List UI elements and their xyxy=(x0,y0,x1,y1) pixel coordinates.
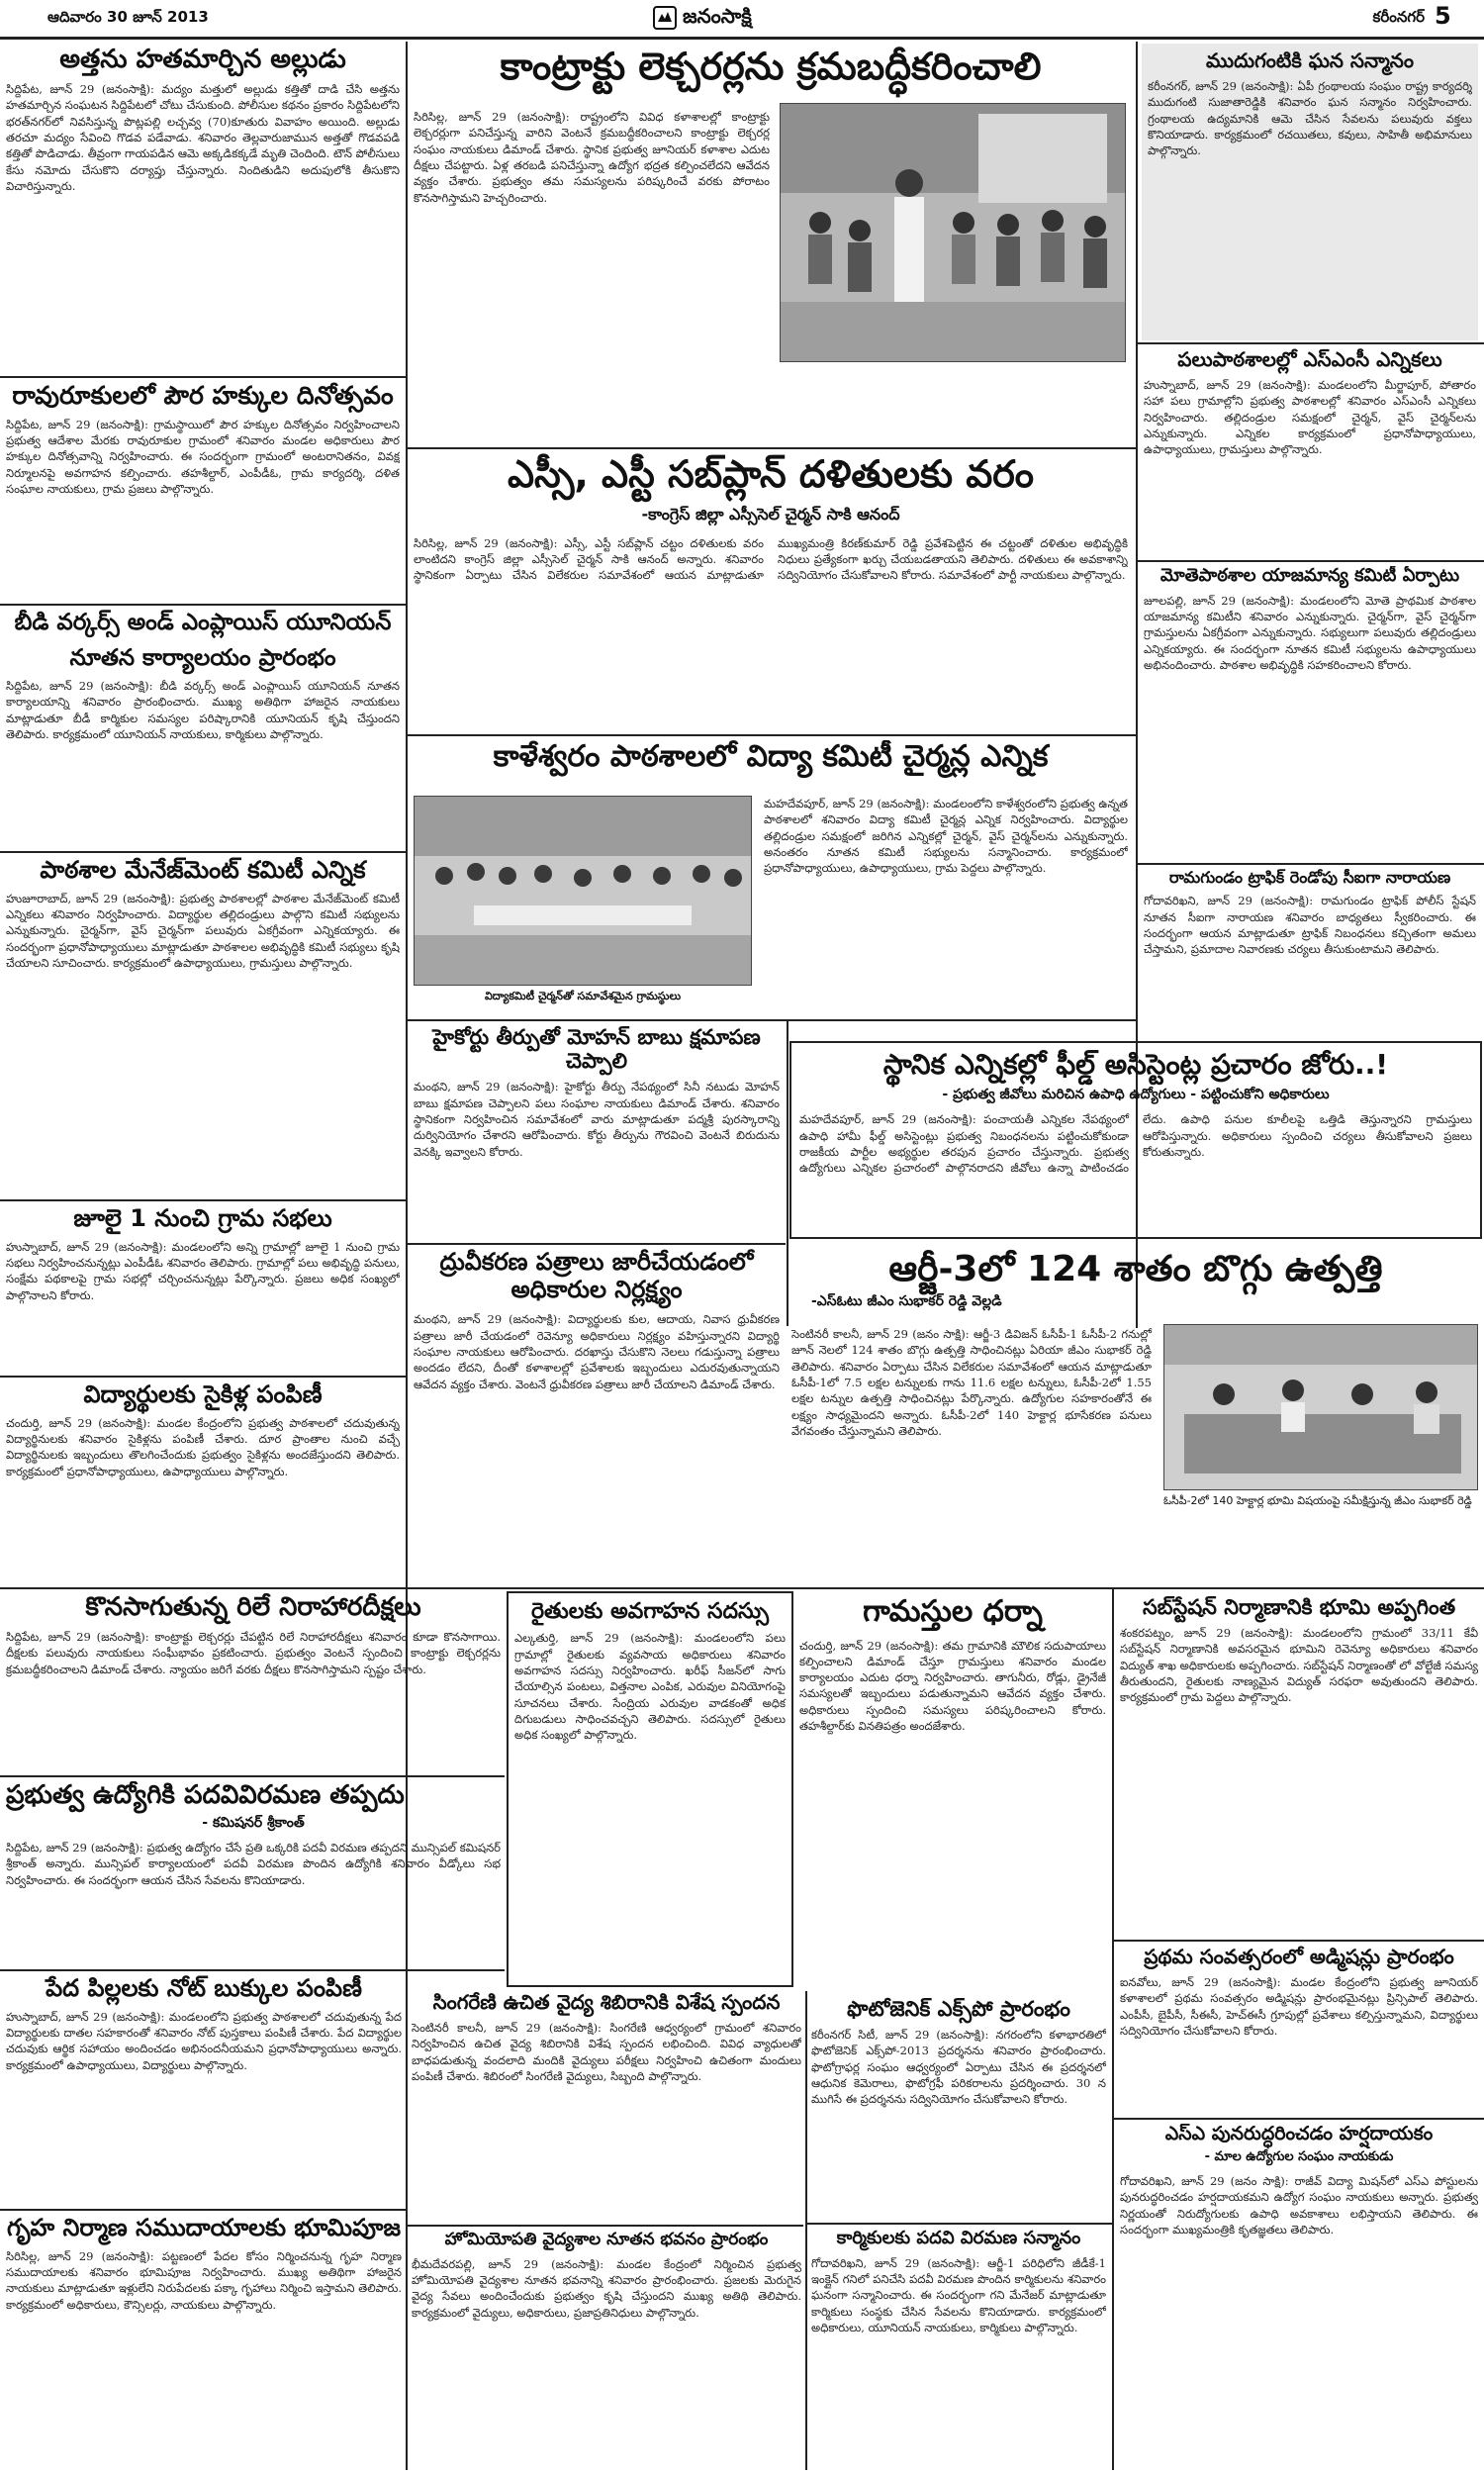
article-body: సిద్దిపేట, జూన్ 29 (జనంసాక్షి): మద్యం మత్తులో అల్లుడు కత్తితో దాడి చేసి అత్తను హతమార్చిన సంఘటన సిద్దిపేటలో చోటు చేసుకుంది. పోలీసుల కథనం ప్రకారం సిద్దిపేటలోని భరత్‌నగర్‌లో నివసిస్తున్న పొట్లపల్లి లచ్చవ్వ (70)కూతురు వివాహం అయింది. అల్లుడు తరచూ మద్యం సేవించి గొడవ పడేవాడు. శనివారం తెల్లవారుజామున అత్తతో గొడవపడి కత్తితో పొడిచాడు. తీవ్రంగా గాయపడిన ఆమె అక్కడికక్కడే మృతి చెందింది. టౌన్ పోలీసులు కేసు నమోదు చేసుకొని దర్యాప్తు చేస్తున్నారు. నిందితుడిని అదుపులోకి తీసుకొని విచారిస్తున్నారు. xyxy=(6,81,400,193)
article-body: భీమదేవరపల్లి, జూన్ 29 (జనంసాక్షి): మండల కేంద్రంలో నిర్మించిన ప్రభుత్వ హోమియోపతి వైద్యశాల నూతన భవనాన్ని శనివారం ప్రారంభించారు. ప్రజలకు మెరుగైన వైద్య సేవలు అందించేందుకు ప్రభుత్వం కృషి చేస్తుందని ముఖ్య అతిథి తెలిపారు. కార్యక్రమంలో వైద్యులు, అధికారులు, ప్రజాప్రతినిధులు పాల్గొన్నారు. xyxy=(412,2256,801,2320)
headline: ఫొటోజెనిక్ ఎక్స్‌పో ప్రారంభం xyxy=(847,1997,1070,2021)
masthead-rule xyxy=(0,37,1484,40)
divider xyxy=(408,1019,1136,1021)
article-gram-sabhas xyxy=(6,1205,400,1374)
headline: గృహ నిర్మాణ సముదాయాలకు భూమిపూజ xyxy=(6,2215,402,2241)
divider xyxy=(1138,560,1484,562)
article-body: ఎల్కతుర్తి, జూన్ 29 (జనంసాక్షి): మండలంలోని పలు గ్రామాల్లో రైతులకు వ్యవసాయ అధికారులు శనివారం అవగాహన సదస్సు నిర్వహించారు. ఖరీఫ్ సీజన్‌లో సాగు చేయాల్సిన పంటలు, విత్తనాల ఎంపిక, ఎరువుల వినియోగంపై సూచనలు చేశారు. సేంద్రియ ఎరువుల వాడకంతో అధిక దిగుబడులు సాధించవచ్చని తెలిపారు. సదస్సులో రైతులు అధిక సంఖ్యలో పాల్గొన్నారు. xyxy=(514,1631,786,1743)
article-photogenic-expo xyxy=(811,1997,1106,2219)
article-bicycles xyxy=(6,1381,400,1579)
divider xyxy=(0,1376,406,1378)
headline: హైకోర్టు తీర్పుతో మోహన్ బాబు క్షమాపణ చెప్పాలి xyxy=(432,1025,761,1074)
article-field-assistants xyxy=(789,1041,1482,1239)
page-number: 5 xyxy=(1435,2,1451,30)
divider xyxy=(408,2225,803,2227)
article-sa-restoration xyxy=(1120,2124,1478,2460)
article-traffic-ci xyxy=(1144,869,1476,1039)
headline-line-2: అధికారుల నిర్లక్ష్యం xyxy=(510,1275,683,1303)
divider xyxy=(0,1199,406,1201)
headline: సింగరేణి ఉచిత వైద్య శిబిరానికి విశేష స్పందన xyxy=(432,1991,781,2014)
paper-logo-icon xyxy=(653,6,677,30)
headline: సబ్‌స్టేషన్ నిర్మాణానికి భూమి అప్పగింత xyxy=(1142,1595,1456,1619)
article-sc-st-subplan xyxy=(414,453,1128,730)
article-body: జూలపల్లి, జూన్ 29 (జనంసాక్షి): మండలంలోని మోతె ప్రాథమిక పాఠశాల యాజమాన్య కమిటీని శనివారం ఎన్నుకున్నారు. చైర్మన్‌గా, వైస్ చైర్మన్‌గా గ్రామస్తులను ఏకగ్రీవంగా ఎన్నుకున్నారు. సభ్యులుగా పలువురు తల్లిదండ్రులు ఎన్నికయ్యారు. ఈ సందర్భంగా నూతన కమిటీ సభ్యులను ఉపాధ్యాయులు అభినందించారు. పాఠశాల అభివృద్ధికి సహకరించాలని కోరారు. xyxy=(1144,593,1476,672)
article-coal-production xyxy=(791,1249,1480,1546)
article-body: సిరిసిల్ల, జూన్ 29 (జనంసాక్షి): రాష్ట్రంలోని వివిధ కళాశాలల్లో కాంట్రాక్టు లెక్చరర్లుగా పనిచేస్తున్న వారిని వెంటనే క్రమబద్ధీకరించాలని కాంట్రాక్టు లెక్చరర్ల సంఘం నాయకులు డిమాండ్ చేశారు. స్థానిక ప్రభుత్వ జూనియర్ కళాశాల ఎదుట దీక్షలు చేపట్టారు. ఏళ్ల తరబడి పనిచేస్తున్నా ఉద్యోగ భద్రత కల్పించలేదని ఆవేదన వ్యక్తం చేశారు. ప్రభుత్వం తమ సమస్యలను పరిష్కరించే వరకు పోరాటం కొనసాగిస్తామని హెచ్చరించారు. xyxy=(414,110,770,205)
article-notebooks xyxy=(6,1975,402,2203)
byline: -కాంగ్రెస్ జిల్లా ఎస్సీసెల్ చైర్మన్ సాకి ఆనంద్ xyxy=(641,504,900,523)
byline: - ప్రభుత్వ జీవోలు మరిచిన ఉపాధి ఉద్యోగులు - పట్టించుకోని అధికారులు xyxy=(942,1087,1330,1103)
article-body: సిద్దిపేట, జూన్ 29 (జనంసాక్షి): గ్రామస్థాయిలో పౌర హక్కుల దినోత్సవం నిర్వహించాలని ప్రభుత్వ ఆదేశాల మేరకు రావురూకుల గ్రామంలో శనివారం మండల అధికారులు పౌర హక్కుల దినోత్సవాన్ని నిర్వహించారు. ఈ సందర్భంగా గ్రామంలో అంటరానితనం, వివక్ష నిర్మూలనపై అవగాహన కల్పించారు. తహశీల్దార్, ఎంపీడీఓ, గ్రామ కార్యదర్శి, దళిత సంఘాల నాయకులు, గ్రామ ప్రజలు పాల్గొన్నారు. xyxy=(6,417,400,497)
article-body: చందుర్తి, జూన్ 29 (జనంసాక్షి): మండల కేంద్రంలోని ప్రభుత్వ పాఠశాలలో చదువుతున్న విద్యార్థినులకు శనివారం సైకిళ్లను పంపిణీ చేశారు. దూర ప్రాంతాల నుంచి వచ్చే విద్యార్థినులకు ఇబ్బందులు తొలగించేందుకు ప్రభుత్వం సైకిళ్లను అందజేస్తుందని తెలిపారు. కార్యక్రమంలో ప్రధానోపాధ్యాయులు, ఉపాధ్యాయులు పాల్గొన్నారు. xyxy=(6,1415,400,1478)
article-substation-land xyxy=(1120,1595,1478,1932)
article-body: హుస్నాబాద్, జూన్ 29 (జనంసాక్షి): మండలంలోని మీర్జాపూర్, పోతారం సహా పలు గ్రామాల్లోని ప్రభుత్వ పాఠశాలల్లో శనివారం ఎస్‌ఎంసీ ఎన్నికలు నిర్వహించారు. తల్లిదండ్రుల సమక్షంలో చైర్మన్, వైస్ చైర్మన్‌లను ఎన్నుకున్నారు. ఎన్నికల కార్యక్రమంలో ప్రధానోపాధ్యాయులు, ఉపాధ్యాయులు, గ్రామస్తులు పాల్గొన్నారు. xyxy=(1144,378,1476,457)
article-body: హుజూరాబాద్, జూన్ 29 (జనంసాక్షి): ప్రభుత్వ పాఠశాలల్లో పాఠశాల మేనేజ్‌మెంట్ కమిటీ ఎన్నికలు శనివారం నిర్వహించారు. విద్యార్థుల తల్లిదండ్రులు పాల్గొని కమిటీ సభ్యులను ఎన్నుకున్నారు. చైర్మన్‌గా, వైస్ చైర్మన్‌గా పలువురు ఏకగ్రీవంగా ఎన్నికయ్యారు. ఈ సందర్భంగా ప్రధానోపాధ్యాయులు మాట్లాడుతూ పాఠశాలల అభివృద్ధికి కమిటీ సభ్యులు కృషి చేయాలని సూచించారు. కార్యక్రమంలో ఉపాధ్యాయులు, గ్రామస్తులు పాల్గొన్నారు. xyxy=(6,891,400,970)
article-body: శంకరపట్నం, జూన్ 29 (జనంసాక్షి): మండలంలోని గ్రామంలో 33/11 కేవీ సబ్‌స్టేషన్ నిర్మాణానికి అవసరమైన భూమిని రెవెన్యూ అధికారులు శనివారం విద్యుత్ శాఖ అధికారులకు అప్పగించారు. సబ్‌స్టేషన్ నిర్మాణంతో లో వోల్టేజీ సమస్య తీరుతుందని, రైతులకు నాణ్యమైన విద్యుత్ సరఫరా అవుతుందని తెలిపారు. కార్యక్రమంలో గ్రామ పెద్దలు పాల్గొన్నారు. xyxy=(1120,1626,1478,1705)
divider xyxy=(787,1019,788,1326)
article-body: సిద్దిపేట, జూన్ 29 (జనంసాక్షి): ప్రభుత్వ ఉద్యోగం చేసే ప్రతి ఒక్కరికి పదవీ విరమణ తప్పదని మున్సిపల్ కమిషనర్ శ్రీకాంత్ అన్నారు. మున్సిపల్ కార్యాలయంలో పదవీ విరమణ పొందిన ఉద్యోగికి శనివారం వీడ్కోలు సభ నిర్వహించారు. ఈ సందర్భంగా ఆయన చేసిన సేవలను కొనియాడారు. xyxy=(6,1840,501,1887)
article-body: హుస్నాబాద్, జూన్ 29 (జనంసాక్షి): మండలంలోని ప్రభుత్వ పాఠశాలలో చదువుతున్న పేద విద్యార్థులకు దాతల సహకారంతో శనివారం నోట్ పుస్తకాలు పంపిణీ చేశారు. పేద విద్యార్థుల చదువుకు ఆర్థిక సహాయం అందించడం అభినందనీయమని ప్రధానోపాధ్యాయులు అన్నారు. కార్యక్రమంలో ఉపాధ్యాయులు, విద్యార్థులు పాల్గొన్నారు. xyxy=(6,2009,402,2072)
article-body: చందుర్తి, జూన్ 29 (జనంసాక్షి): తమ గ్రామానికి మౌలిక సదుపాయాలు కల్పించాలని డిమాండ్ చేస్తూ గ్రామస్తులు శనివారం మండల కార్యాలయం ఎదుట ధర్నా నిర్వహించారు. తాగునీరు, రోడ్లు, డ్రైనేజీ సమస్యలతో ఇబ్బందులు పడుతున్నామని ఆవేదన వ్యక్తం చేశారు. అధికారులు స్పందించి సమస్యలు పరిష్కరించాలని కోరారు. తహశీల్దార్‌కు వినతిపత్రం అందజేశారు. xyxy=(799,1638,1106,1734)
divider xyxy=(807,2223,1112,2225)
article-body: గోదావరిఖని, జూన్ 29 (జనం సాక్షి): రాజీవ్ విద్యా మిషన్‌లో ఎస్‌ఎ పోస్టులను పునరుద్ధరించడం హర్షదాయకమని ఉద్యోగ సంఘం నాయకులు అన్నారు. ప్రభుత్వ నిర్ణయంతో నిరుద్యోగులకు ఉపాధి అవకాశాలు లభిస్తాయని తెలిపారు. ఈ సందర్భంగా ముఖ్యమంత్రికి కృతజ్ఞతలు తెలిపారు. xyxy=(1120,2173,1478,2236)
article-beedi-union xyxy=(6,610,400,847)
divider xyxy=(1138,863,1484,865)
headline: ద్రువీకరణ పత్రాలు జారీచేయడంలో xyxy=(439,1249,754,1276)
byline: - కమిషనర్ శ్రీకాంత్ xyxy=(202,1814,305,1831)
newspaper-name xyxy=(653,4,841,32)
divider xyxy=(408,447,1136,449)
article-housing-bhoomipuja xyxy=(6,2215,402,2470)
headline: రామగుండం ట్రాఫిక్ రెండోపు సీఐగా నారాయణ xyxy=(1168,869,1451,887)
headline: మోతెపాఠశాల యాజమాన్య కమిటీ ఏర్పాటు xyxy=(1159,566,1460,586)
article-body: సిరిసిల్ల, జూన్ 29 (జనంసాక్షి): ఎస్సీ, ఎస్టీ సబ్‌ప్లాన్ చట్టం దళితులకు వరం లాంటిదని కాంగ్రెస్ జిల్లా ఎస్సీసెల్ చైర్మన్ సాకి ఆనంద్ అన్నారు. శనివారం స్థానికంగా ఏర్పాటు చేసిన విలేకరుల సమావేశంలో ఆయన మాట్లాడుతూ ముఖ్యమంత్రి కిరణ్‌కుమార్ రెడ్డి ప్రవేశపెట్టిన ఈ చట్టంతో దళితుల అభివృద్ధికి నిధులు ప్రత్యేకంగా ఖర్చు చేయబడతాయని తెలిపారు. దళితులు ఈ అవకాశాన్ని సద్వినియోగం చేసుకోవాలని కోరారు. సమావేశంలో పార్టీ నాయకులు పాల్గొన్నారు. xyxy=(414,535,1128,583)
article-body: కరీంనగర్, జూన్ 29 (జనంసాక్షి): ఏపీ గ్రంథాలయ సంఘం రాష్ట్ర కార్యదర్శి ముదుగంటి సుజాతారెడ్డికి శనివారం ఘన సన్మానం నిర్వహించారు. గ్రంథాలయ ఉద్యమానికి ఆమె చేసిన సేవలను పలువురు వక్తలు కొనియాడారు. కార్యక్రమంలో రచయితలు, కవులు, సాహితీ అభిమానులు పాల్గొన్నారు. xyxy=(1148,79,1472,158)
headline: ఎస్‌ఎ పునరుద్ధరించడం హర్షదాయకం xyxy=(1164,2124,1434,2144)
divider xyxy=(408,1243,786,1245)
article-body: సిద్దిపేట, జూన్ 29 (జనంసాక్షి): కాంట్రాక్టు లెక్చరర్లు చేపట్టిన రిలే నిరాహారదీక్షలు శనివారం కూడా కొనసాగాయి. దీక్షలకు పలువురు నాయకులు సంఘీభావం ప్రకటించారు. ప్రభుత్వం వెంటనే స్పందించి కాంట్రాక్టు లెక్చరర్లను క్రమబద్ధీకరించాలని డిమాండ్ చేశారు. న్యాయం జరిగే వరకు దీక్షలు కొనసాగిస్తామని స్పష్టం చేశారు. xyxy=(6,1629,501,1676)
article-body: సిరిసిల్ల, జూన్ 29 (జనంసాక్షి): పట్టణంలో పేదల కోసం నిర్మించనున్న గృహ నిర్మాణ సముదాయాలకు శనివారం భూమిపూజ నిర్వహించారు. ముఖ్య అతిథిగా హాజరైన నాయకులు మాట్లాడుతూ ఇళ్లులేని నిరుపేదలకు పక్కా గృహాలు నిర్మించి ఇస్తామని తెలిపారు. కార్యక్రమంలో అధికారులు, కౌన్సిలర్లు, నాయకులు పాల్గొన్నారు. xyxy=(6,2248,402,2312)
headline: ఎస్సీ, ఎస్టీ సబ్‌ప్లాన్ దళితులకు వరం xyxy=(507,453,1035,496)
article-workers-retirement xyxy=(811,2229,1106,2470)
headline: రైతులకు అవగాహన సదస్సు xyxy=(530,1599,770,1624)
issue-date: ఆదివారం 30 జూన్ 2013 xyxy=(47,8,209,26)
divider xyxy=(1114,2118,1484,2120)
headline: కాంట్రాక్టు లెక్చరర్లను క్రమబద్ధీకరించాలి xyxy=(500,46,1042,88)
article-body: మహదేవపూర్, జూన్ 29 (జనంసాక్షి): మండలంలోని కాళేశ్వరంలోని ప్రభుత్వ ఉన్నత పాఠశాలలో శనివారం విద్యా కమిటీ చైర్మన్ల ఎన్నిక నిర్వహించారు. విద్యార్థుల తల్లిదండ్రుల సమక్షంలో జరిగిన ఎన్నికల్లో చైర్మన్, వైస్ చైర్మన్‌లను ఎన్నుకున్నారు. అనంతరం నూతన కమిటీ సభ్యులను సన్మానించారు. కార్యక్రమంలో ప్రధానోపాధ్యాయులు, ఉపాధ్యాయులు, గ్రామ పెద్దలు పాల్గొన్నారు. xyxy=(764,797,1128,876)
headline: జూలై 1 నుంచి గ్రామ సభలు xyxy=(73,1205,332,1232)
article-smc-election xyxy=(6,857,400,1197)
divider xyxy=(1114,1940,1484,1942)
headline: రావురూకులలో పౌర హక్కుల దినోత్సవం xyxy=(12,382,394,410)
article-body: సెంటినరీ కాలనీ, జూన్ 29 (జనంసాక్షి): సింగరేణి ఆధ్వర్యంలో గ్రామంలో శనివారం నిర్వహించిన ఉచిత వైద్య శిబిరానికి విశేష స్పందన లభించింది. వివిధ వ్యాధులతో బాధపడుతున్న వందలాది మందికి వైద్యులు పరీక్షలు నిర్వహించి ఉచితంగా మందులు పంపిణీ చేశారు. శిబిరంలో సింగరేణి వైద్యులు, సిబ్బంది పాల్గొన్నారు. xyxy=(412,2021,801,2083)
article-retirement-commissioner xyxy=(6,1781,501,1959)
article-body: కరీంనగర్ సిటీ, జూన్ 29 (జనంసాక్షి): నగరంలోని కళాభారతిలో ఫొటోజెనిక్ ఎక్స్‌పో-2013 ప్రదర్శనను శనివారం ప్రారంభించారు. ఫొటోగ్రాఫర్ల సంఘం ఆధ్వర్యంలో ఏర్పాటు చేసిన ఈ ప్రదర్శనలో ఆధునిక కెమెరాలు, ఫొటోగ్రఫీ పరికరాలను ప్రదర్శించారు. 30 న ముగిసే ఈ ప్రదర్శనను సద్వినియోగం చేసుకోవాలని కోరారు. xyxy=(811,2028,1106,2107)
divider xyxy=(0,851,406,853)
article-mothe-committee xyxy=(1144,566,1476,861)
article-relay-hunger-strike xyxy=(6,1593,501,1771)
masthead xyxy=(0,0,1484,36)
article-civil-rights-day xyxy=(6,382,400,600)
article-homeopathy-building xyxy=(412,2231,801,2468)
divider xyxy=(1138,342,1484,344)
headline: ప్రభుత్వ ఉద్యోగికి పదవివిరమణ తప్పదు xyxy=(6,1781,405,1810)
headline: బీడి వర్కర్స్ అండ్ ఎంప్లాయిస్ యూనియన్ xyxy=(14,610,392,635)
article-admissions xyxy=(1120,1946,1478,2114)
article-mudugunti xyxy=(1142,44,1478,340)
divider xyxy=(0,1587,1484,1589)
divider xyxy=(0,604,406,606)
headline: కొనసాగుతున్న రిలే నిరాహారదీక్షలు xyxy=(85,1593,421,1622)
article-smc-elections-multi xyxy=(1144,348,1476,556)
article-kaleshwaram-school xyxy=(414,740,1128,1015)
article-villagers-dharna xyxy=(799,1595,1106,1991)
article-body: ఐనవోలు, జూన్ 29 (జనంసాక్షి): మండల కేంద్రంలోని ప్రభుత్వ జూనియర్ కళాశాలలో ప్రథమ సంవత్సరం అడ్మిషన్లు ప్రారంభమైనట్లు ప్రిన్సిపాల్ తెలిపారు. ఎంపీసీ, బైపీసీ, సీఈసీ, హెచ్‌ఈసీ గ్రూపుల్లో ప్రవేశాలు కల్పిస్తున్నామని, విద్యార్థులు సద్వినియోగం చేసుకోవాలని కోరారు. xyxy=(1120,1975,1478,2038)
article-singareni-camp xyxy=(412,1991,801,2221)
divider xyxy=(0,2209,406,2211)
divider xyxy=(0,1775,505,1777)
byline: - మాల ఉద్యోగుల సంఘం నాయకుడు xyxy=(1204,2148,1394,2164)
headline: ముదుగంటికి ఘన సన్మానం xyxy=(1205,48,1414,72)
meeting-photo xyxy=(414,796,752,986)
article-mohan-babu xyxy=(414,1025,780,1241)
headline: అత్తను హతమార్చిన అల్లుడు xyxy=(59,46,346,74)
byline: -ఎస్‌ఓటు జీఎం సుభాకర్ రెడ్డి వెల్లడి xyxy=(811,1293,1002,1310)
headline: పేద పిల్లలకు నోట్ బుక్కుల పంపిణీ xyxy=(46,1975,362,2002)
headline: విద్యార్థులకు సైకిళ్ల పంపిణీ xyxy=(83,1381,323,1408)
headline: కాళేశ్వరం పాఠశాలలో విద్యా కమిటీ చైర్మన్ల ఎన్నిక xyxy=(493,740,1049,774)
article-body: సెంటినరీ కాలనీ, జూన్ 29 (జనం సాక్షి): ఆర్జీ-3 డివిజన్ ఓసీపీ-1 ఓసీపీ-2 గనుల్లో జూన్ నెలలో 124 శాతం బొగ్గు ఉత్పత్తి సాధించినట్లు ఏరియా జీఎం సుభాకర్ రెడ్డి తెలిపారు. శనివారం ఏర్పాటు చేసిన విలేకరుల సమావేశంలో ఆయన మాట్లాడుతూ ఓసీపీ-1లో 7.5 లక్షల టన్నులకు గాను 11.6 లక్షల టన్నులు, ఓసీపీ-2లో 1.55 లక్షల టన్నుల ఉత్పత్తి సాధించినట్లు పేర్కొన్నారు. ఉద్యోగుల సహకారంతోనే ఈ లక్ష్యం సాధ్యమైందని అన్నారు. ఓసీపీ-2లో 140 హెక్టార్ల భూసేకరణ పనులు వేగవంతం చేస్తున్నామని తెలిపారు. xyxy=(791,1327,1152,1438)
paper-title: జనంసాక్షి xyxy=(683,4,752,28)
headline: పాఠశాల మేనేజ్‌మెంట్ కమిటీ ఎన్నిక xyxy=(40,857,366,884)
divider xyxy=(1112,1589,1114,2470)
article-certificates xyxy=(414,1249,780,1546)
article-body: మంథని, జూన్ 29 (జనంసాక్షి): హైకోర్టు తీర్పు నేపథ్యంలో సినీ నటుడు మోహన్ బాబు క్షమాపణ చెప్పాలని పలు సంఘాల నాయకులు డిమాండ్ చేశారు. శనివారం స్థానికంగా నిర్వహించిన సమావేశంలో వారు మాట్లాడుతూ పద్మశ్రీ పురస్కారాన్ని దుర్వినియోగం చేశారని ఆరోపించారు. కోర్టు తీర్పును గౌరవించి వెంటనే బిరుదును వెనక్కి ఇవ్వాలని కోరారు. xyxy=(414,1080,780,1159)
article-body: మంథని, జూన్ 29 (జనంసాక్షి): విద్యార్థులకు కుల, ఆదాయ, నివాస ధ్రువీకరణ పత్రాలు జారీ చేయడంలో రెవెన్యూ అధికారులు నిర్లక్ష్యం వహిస్తున్నారని విద్యార్థి సంఘాల నాయకులు ఆరోపించారు. దరఖాస్తు చేసుకొని నెలలు గడుస్తున్నా పత్రాలు అందడం లేదని, దీంతో కళాశాలల్లో ప్రవేశాలకు ఇబ్బందులు ఎదురవుతున్నాయని ఆవేదన వ్యక్తం చేశారు. వెంటనే ధ్రువీకరణ పత్రాలు జారీ చేయాలని డిమాండ్ చేశారు. xyxy=(414,1312,780,1391)
divider xyxy=(408,734,1136,736)
divider xyxy=(0,1969,505,1971)
section-name: కరీంనగర్ xyxy=(1372,8,1425,26)
headline: పలుపాఠశాలల్లో ఎస్‌ఎంసీ ఎన్నికలు xyxy=(1177,348,1442,371)
headline: కార్మికులకు పదవి విరమణ సన్మానం xyxy=(836,2229,1081,2248)
protest-photo xyxy=(780,103,1126,362)
subheadline: నూతన కార్యాలయం ప్రారంభం xyxy=(69,645,336,672)
divider xyxy=(0,376,406,378)
headline: హోమియోపతి వైద్యశాల నూతన భవనం ప్రారంభం xyxy=(444,2231,769,2249)
divider xyxy=(805,1991,807,2470)
headline: గామస్తుల ధర్నా xyxy=(863,1595,1043,1629)
article-body: గోదావరిఖని, జూన్ 29 (జనంసాక్షి): ఆర్జీ-1 పరిధిలోని జీడీకే-1 ఇంక్లైన్ గనిలో పనిచేసి పదవీ విరమణ పొందిన కార్మికులను శనివారం ఘనంగా సన్మానించారు. ఈ సందర్భంగా గని మేనేజర్ మాట్లాడుతూ కార్మికులు సంస్థకు చేసిన సేవలను కొనియాడారు. కార్యక్రమంలో అధికారులు, యూనియన్ నాయకులు, కార్మికులు పాల్గొన్నారు. xyxy=(811,2255,1106,2334)
headline: ఆర్జీ-3లో 124 శాతం బొగ్గు ఉత్పత్తి xyxy=(888,1249,1383,1289)
divider xyxy=(406,1975,408,2470)
article-body: మహదేవపూర్, జూన్ 29 (జనంసాక్షి): పంచాయతీ ఎన్నికల నేపథ్యంలో ఉపాధి హామీ ఫీల్డ్ అసిస్టెంట్లు ప్రభుత్వ నిబంధనలను పట్టించుకోకుండా రాజకీయ పార్టీల అభ్యర్థుల తరపున ప్రచారం చేస్తున్నారు. ప్రభుత్వ ఉద్యోగులు ఎన్నికల ప్రచారంలో పాల్గొనరాదని జీవోలు ఉన్నా పాటించడం లేదు. ఉపాధి పనుల కూలీలపై ఒత్తిడి తెస్తున్నారని గ్రామస్తులు ఆరోపిస్తున్నారు. అధికారులు స్పందించి చర్యలు తీసుకోవాలని ప్రజలు కోరుతున్నారు. xyxy=(799,1112,1472,1176)
photo-caption: ఓసీపీ-2లో 140 హెక్టార్ల భూమి విషయంపై సమీక్షిస్తున్న జీఎం సుభాకర్ రెడ్డి xyxy=(1163,1494,1472,1507)
article-son-in-law xyxy=(6,46,400,372)
article-body: గోదావరిఖని, జూన్ 29 (జనంసాక్షి): రామగుండం ట్రాఫిక్ పోలీస్ స్టేషన్ నూతన సీఐగా నారాయణ శనివారం బాధ్యతలు స్వీకరించారు. ఈ సందర్భంగా ఆయన మాట్లాడుతూ ట్రాఫిక్ నిబంధనలు కచ్చితంగా అమలు చేస్తామని, ప్రమాదాల నివారణకు చర్యలు తీసుకుంటామని తెలిపారు. xyxy=(1144,894,1476,957)
photo-caption: విద్యాకమిటీ చైర్మన్‌తో సమావేశమైన గ్రామస్థులు xyxy=(484,990,682,1002)
article-body: హుస్నాబాద్, జూన్ 29 (జనంసాక్షి): మండలంలోని అన్ని గ్రామాల్లో జూలై 1 నుంచి గ్రామ సభలు నిర్వహించనున్నట్లు ఎంపీడీఓ శనివారం తెలిపారు. గ్రామాల్లో పలు అభివృద్ధి పనులు, సంక్షేమ పథకాలపై గ్రామ సభల్లో చర్చించనున్నట్లు పేర్కొన్నారు. ప్రజలు అధిక సంఖ్యలో పాల్గొనాలని కోరారు. xyxy=(6,1239,400,1302)
headline: స్థానిక ఎన్నికల్లో ఫీల్డ్ అసిస్టెంట్ల ప్రచారం జోరు..! xyxy=(882,1048,1389,1081)
article-contract-lecturers xyxy=(414,46,1128,441)
article-farmers-awareness xyxy=(507,1591,793,1987)
headline: ప్రథమ సంవత్సరంలో అడ్మిషన్లు ప్రారంభం xyxy=(1144,1946,1454,1968)
review-meeting-photo xyxy=(1163,1324,1478,1490)
article-body: సిద్దిపేట, జూన్ 29 (జనంసాక్షి): బీడి వర్కర్స్ అండ్ ఎంప్లాయిస్ యూనియన్ నూతన కార్యాలయాన్ని శనివారం ప్రారంభించారు. ముఖ్య అతిథిగా హాజరైన నాయకులు మాట్లాడుతూ బీడీ కార్మికుల సమస్యల పరిష్కారానికి యూనియన్ కృషి చేస్తుందని తెలిపారు. కార్యక్రమంలో యూనియన్ నాయకులు, కార్మికులు పాల్గొన్నారు. xyxy=(6,678,400,741)
